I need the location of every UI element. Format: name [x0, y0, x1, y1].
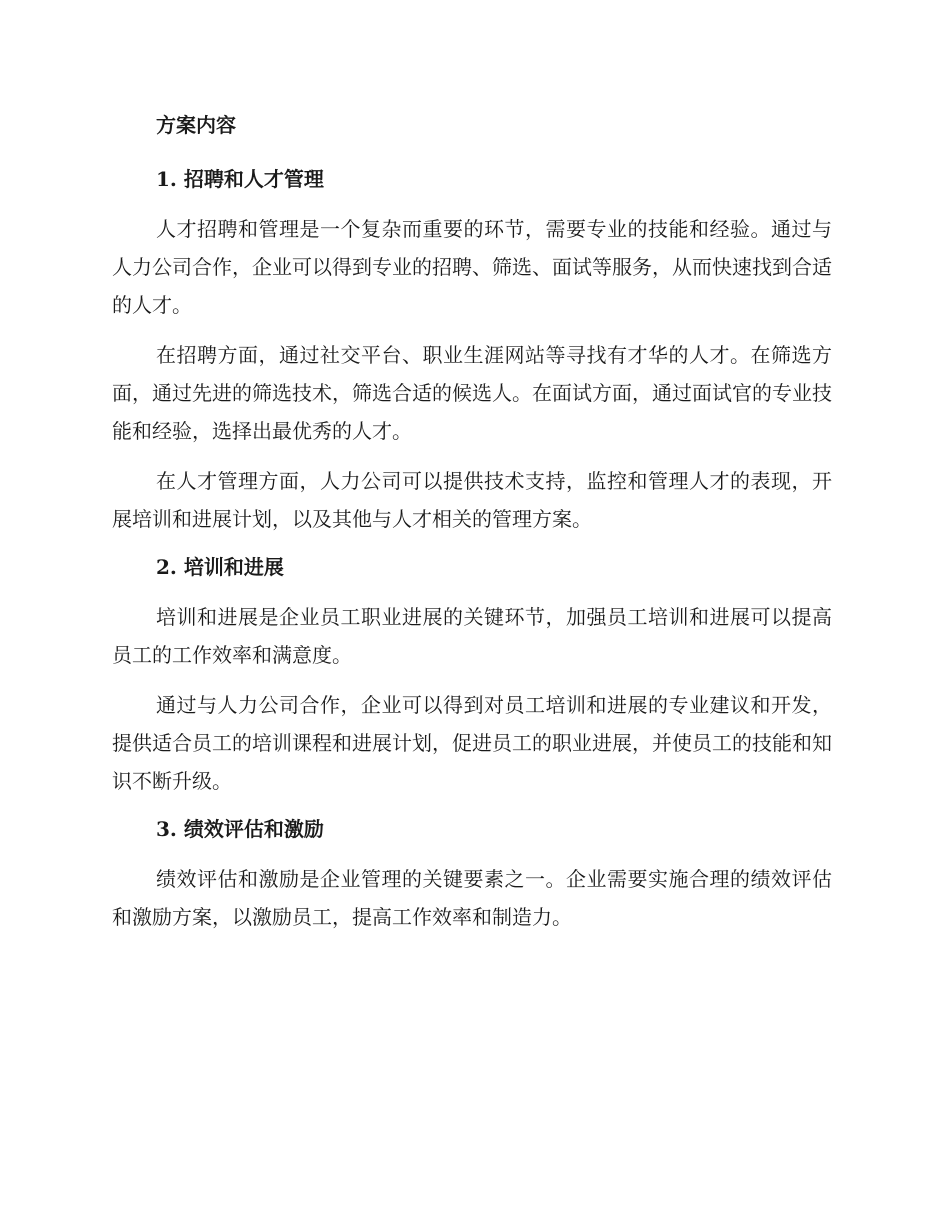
document-page — [112, 108, 832, 936]
section-heading-2: 2. 培训和进展 — [156, 555, 284, 579]
section-1-paragraph-2: 在招聘方面，通过社交平台、职业生涯网站等寻找有才华的人才。在筛选方面，通过先进的筛选技术，筛选合适的候选人。在面试方面，通过面试官的专业技能和经验，选择出最优秀的人才。 — [112, 343, 832, 443]
section-3-paragraph-1: 绩效评估和激励是企业管理的关键要素之一。企业需要实施合理的绩效评估和激励方案，以激励员工，提高工作效率和制造力。 — [112, 867, 832, 929]
section-2-paragraph-1: 培训和进展是企业员工职业进展的关键环节，加强员工培训和进展可以提高员工的工作效率和满意度。 — [112, 605, 832, 667]
document-title: 方案内容 — [156, 113, 236, 137]
section-heading-3: 3. 绩效评估和激励 — [156, 817, 324, 841]
section-2-paragraph-2: 通过与人力公司合作，企业可以得到对员工培训和进展的专业建议和开发，提供适合员工的培训课程和进展计划，促进员工的职业进展，并使员工的技能和知识不断升级。 — [112, 693, 832, 793]
section-heading-1: 1. 招聘和人才管理 — [156, 167, 324, 191]
section-1-paragraph-1: 人才招聘和管理是一个复杂而重要的环节，需要专业的技能和经验。通过与人力公司合作，企业可以得到专业的招聘、筛选、面试等服务，从而快速找到合适的人才。 — [112, 217, 832, 317]
section-1-paragraph-3: 在人才管理方面，人力公司可以提供技术支持，监控和管理人才的表现，开展培训和进展计划，以及其他与人才相关的管理方案。 — [112, 469, 832, 531]
